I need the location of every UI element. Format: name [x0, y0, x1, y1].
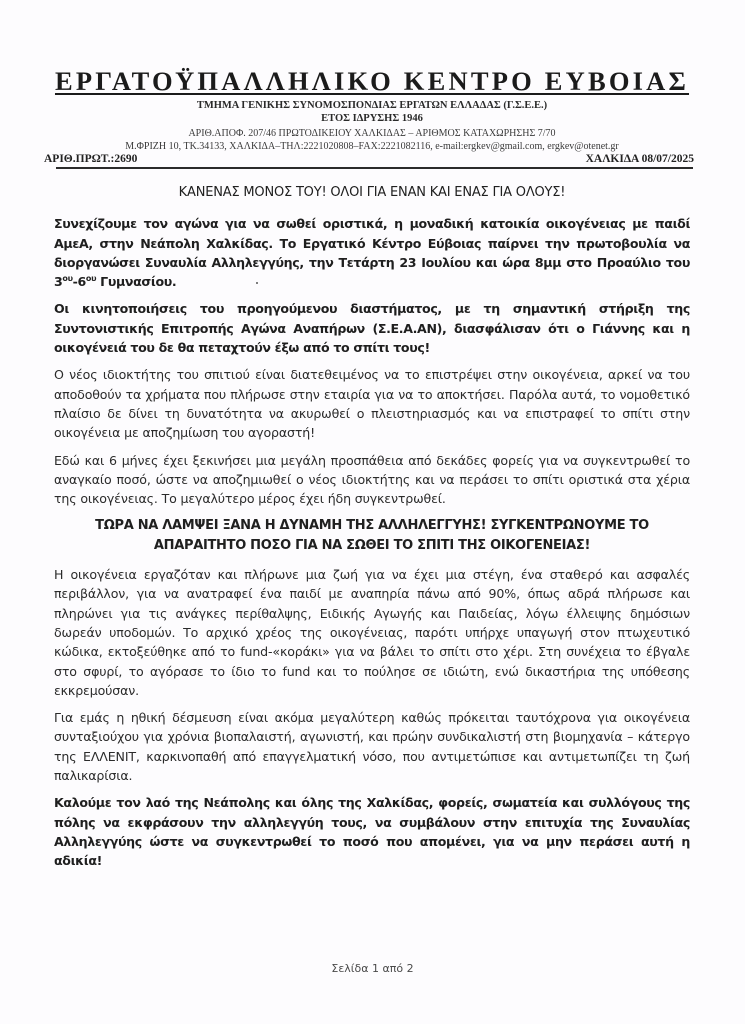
paragraph-new-owner: Ο νέος ιδιοκτήτης του σπιτιού είναι διατεθειμένος να το επιστρέψει στην οικογένεια, αρκεί να του αποδοθούν τα χρήματα που πλήρωσε στην εταιρία για να το αποκτήσει. Παρόλα αυτά, το νομοθετικό πλαίσιο δε δίνει τη δυνατότητα να ακυρωθεί ο πλειστηριασμός και να επιστραφεί το σπίτι στην οικογένεια με αποζημίωση του αγοραστή!: [54, 367, 690, 441]
protocol-number: ΑΡΙΘ.ΠΡΩΤ.:2690: [44, 153, 138, 165]
founding-year: ΕΤΟΣ ΙΔΡΥΣΗΣ 1946: [321, 113, 423, 124]
paragraph-mobilizations: Οι κινητοποιήσεις του προηγούμενου διαστήματος, με τη σημαντική στήριξη της Συντονιστικής Επιτροπής Αγώνα Αναπήρων (Σ.Ε.Α.ΑΝ), διασφάλισαν ότι ο Γιάννης και η οικογένειά του δε θα πεταχτούν έξω από το σπίτι τους!: [54, 301, 690, 356]
paragraph-announcement-end: Γυμνασίου.: [96, 274, 177, 290]
paragraph-call-to-action: Καλούμε τον λαό της Νεάπολης και όλης της Χαλκίδας, φορείς, σωματεία και συλλόγους της πόλης να εκφράσουν την αλληλεγγύη τους, να συμβάλουν στην επιτυχία της Συναυλίας Αλληλεγγύης ώστε να συγκεντρωθεί το ποσό που απομένει, για να μην περάσει αυτή η αδικία!: [54, 795, 690, 869]
header-divider: [56, 167, 693, 169]
page-number: Σελίδα 1 από 2: [331, 962, 414, 975]
document-subheading: ΤΩΡΑ ΝΑ ΛΑΜΨΕΙ ΞΑΝΑ Η ΔΥΝΑΜΗ ΤΗΣ ΑΛΛΗΛΕΓΓΥΗΣ! ΣΥΓΚΕΝΤΡΩΝΟΥΜΕ ΤΟ ΑΠΑΡΑΙΤΗΤΟ ΠΟΣΟ ΓΙΑ ΝΑ ΣΩΘΕΙ ΤΟ ΣΠΙΤΙ ΤΗΣ ΟΙΚΟΓΕΝΕΙΑΣ!: [95, 518, 649, 553]
ordinal-number: 3: [54, 274, 63, 290]
paragraph-moral-commitment: Για εμάς η ηθική δέσμευση είναι ακόμα μεγαλύτερη καθώς πρόκειται ταυτόχρονα για οικογένεια συνταξιούχου για χρόνια βιοπαλαιστή, αγωνιστή, και πρώην συνδικαλιστή στη βιομηχανία – κάτεργο της ΕΛΛΕΝΙΤ, καρκινοπαθή από επαγγελματική νόσο, που αντιμετώπισε και αντιμετωπίζει τη ζωή παλικαρίσια.: [54, 710, 690, 784]
organization-title: ΕΡΓΑΤΟΫΠΑΛΛΗΛΙΚΟ ΚΕΝΤΡΟ ΕΥΒΟΙΑΣ: [54, 66, 690, 96]
ordinal-suffix: ου: [85, 274, 97, 283]
place-date: ΧΑΛΚΙΔΑ 08/07/2025: [585, 153, 694, 165]
document-body: [54, 183, 690, 879]
ordinal-number: -6: [72, 274, 86, 290]
registration-line: ΑΡΙΘ.ΑΠΟΦ. 207/46 ΠΡΩΤΟΔΙΚΕΙΟΥ ΧΑΛΚΙΔΑΣ – ΑΡΙΘΜΟΣ ΚΑΤΑΧΩΡΗΣΗΣ 7/70: [188, 128, 556, 139]
scan-speck: [256, 282, 258, 284]
paragraph-family-history: Η οικογένεια εργαζόταν και πλήρωνε μια ζωή για να έχει μια στέγη, ένα σταθερό και ασφαλές περιβάλλον, για να ανατραφεί ένα παιδί με αναπηρία πάνω από 90%, όπως αδρά πλήρωσε και πληρώνει για τις ανάγκες περίθαλψης, Ειδικής Αγωγής και Παιδείας, λόγω έλλειψης δημόσιων δωρεάν υποδομών. Το αρχικό χρέος της οικογένειας, παρότι υπήρχε υπαγωγή στον πτωχευτικό κώδικα, εκτοξεύθηκε από το fund-«κοράκι» για να βάλει το σπίτι στο χέρι. Στη συνέχεια το έβγαλε στο σφυρί, το αγόρασε το ίδιο το fund και το πούλησε σε ιδιώτη, ενώ δικαστήρια της υπόθεσης εκκρεμούσαν.: [54, 567, 690, 698]
letterhead: [44, 66, 694, 166]
document-heading: ΚΑΝΕΝΑΣ ΜΟΝΟΣ ΤΟΥ! ΟΛΟΙ ΓΙΑ ΕΝΑΝ ΚΑΙ ΕΝΑΣ ΓΙΑ ΟΛΟΥΣ!: [178, 185, 566, 200]
paragraph-announcement: [54, 214, 690, 291]
ordinal-suffix: ου: [62, 274, 73, 283]
reference-row: [44, 153, 694, 166]
contact-line: Μ.ΦΡΙΖΗ 10, ΤΚ.34133, ΧΑΛΚΙΔΑ–ΤΗΛ:2221020808–FAX:2221082116, e-mail:ergkev@gmail.com, ergkev@otenet.gr: [125, 141, 619, 152]
paragraph-announcement-text: Συνεχίζουμε τον αγώνα για να σωθεί οριστικά, η μοναδική κατοικία οικογένειας με παιδί ΑμεΑ, στην Νεάπολη Χαλκίδας. Το Εργατικό Κέντρο Εύβοιας παίρνει την πρωτοβουλία να διοργανώσει Συναυλία Αλληλεγγύης, την Τετάρτη 23 Ιουλίου και ώρα 8μμ στο Προαύλιο του: [54, 216, 690, 270]
paragraph-fundraising: Εδώ και 6 μήνες έχει ξεκινήσει μια μεγάλη προσπάθεια από δεκάδες φορείς για να συγκεντρωθεί το αναγκαίο ποσό, ώστε να αποζημιωθεί ο νέος ιδιοκτήτης και να περάσει το σπίτι οριστικά στα χέρια της οικογένειας. Το μεγαλύτερο μέρος έχει ήδη συγκεντρωθεί.: [54, 452, 690, 507]
organization-subtitle: ΤΜΗΜΑ ΓΕΝΙΚΗΣ ΣΥΝΟΜΟΣΠΟΝΔΙΑΣ ΕΡΓΑΤΩΝ ΕΛΛΑΔΑΣ (Γ.Σ.Ε.Ε.): [196, 100, 548, 111]
